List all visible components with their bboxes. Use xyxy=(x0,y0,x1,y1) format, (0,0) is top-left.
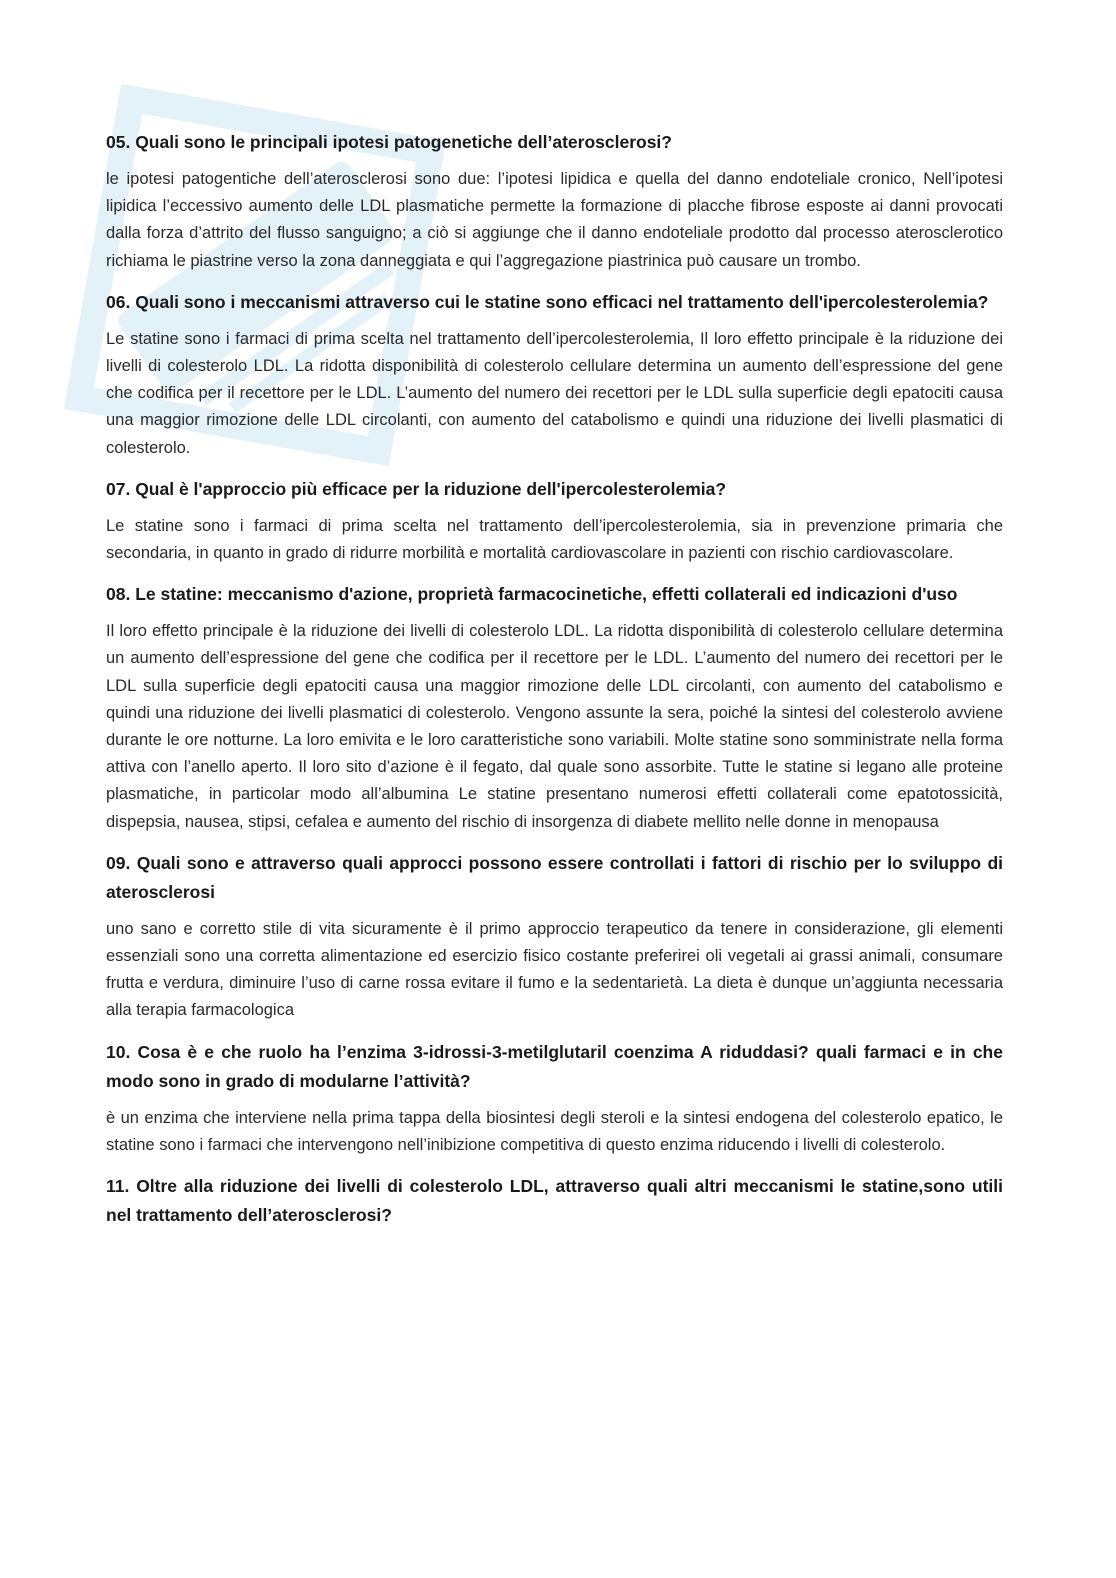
answer-07: Le statine sono i farmaci di prima scelta nel trattamento dell’ipercolesterolemia, sia in prevenzione primaria che secondaria, in quanto in grado di ridurre morbilità e mortalità cardiovascolare in pazienti con rischio cardiovascolare. xyxy=(106,516,1003,563)
answer-10: è un enzima che interviene nella prima tappa della biosintesi degli steroli e la sintesi endogena del colesterolo epatico, le statine sono i farmaci che intervengono nell’inibizione competitiva di questo enzima riducendo i livelli di colesterolo. xyxy=(106,1108,1003,1154)
qa-content xyxy=(106,128,1003,1239)
answer-06: Le statine sono i farmaci di prima scelta nel trattamento dell’ipercolesterolemia, Il loro effetto principale è la riduzione dei livelli di colesterolo LDL. La ridotta disponibilità di colesterolo cellulare determina un aumento dell’espressione del gene che codifica per il recettore per le LDL. L’aumento del numero dei recettori per le LDL sulla superficie degli epatociti causa una maggior rimozione delle LDL circolanti, con aumento del catabolismo e quindi una riduzione dei livelli plasmatici di colesterolo. xyxy=(106,329,1003,457)
answer-05: le ipotesi patogentiche dell’aterosclerosi sono due: l’ipotesi lipidica e quella del danno endoteliale cronico, Nell’ipotesi lipidica l’eccessivo aumento delle LDL plasmatiche permette la formazione di placche fibrose esposte ai danni provocati dalla forza d’attrito del flusso sanguigno; a ciò si aggiunge che il danno endoteliale prodotto dal processo aterosclerotico richiama le piastrine verso la zona danneggiata e qui l’aggregazione piastrinica può causare un trombo. xyxy=(106,170,1003,270)
question-05: 05. Quali sono le principali ipotesi patogenetiche dell’aterosclerosi? xyxy=(106,132,672,152)
answer-08: Il loro effetto principale è la riduzione dei livelli di colesterolo LDL. La ridotta disponibilità di colesterolo cellulare determina un aumento dell’espressione del gene che codifica per il recettore per le LDL. L’aumento del numero dei recettori per le LDL sulla superficie degli epatociti causa una maggior rimozione delle LDL circolanti, con aumento del catabolismo e quindi una riduzione dei livelli plasmatici di colesterolo. Vengono assunte la sera, poiché la sintesi del colesterolo avviene durante le ore notturne. La loro emivita e le loro caratteristiche sono variabili. Molte statine sono somministrate nella forma attiva con l’anello aperto. Il loro sito d’azione è il fegato, dal quale sono assorbite. Tutte le statine si legano alle proteine plasmatiche, in particolar modo all’albumina Le statine presentano numerosi effetti collaterali come epatotossicità, dispepsia, nausea, stipsi, cefalea e aumento del rischio di insorgenza di diabete mellito nelle donne in menopausa xyxy=(106,622,1003,831)
question-09: 09. Quali sono e attraverso quali approcci possono essere controllati i fattori di rischio per lo sviluppo di aterosclerosi xyxy=(106,852,1003,902)
question-08: 08. Le statine: meccanismo d'azione, proprietà farmacocinetiche, effetti collaterali ed indicazioni d'uso xyxy=(106,584,958,605)
answer-09: uno sano e corretto stile di vita sicuramente è il primo approccio terapeutico da tenere in considerazione, gli elementi essenziali sono una corretta alimentazione ed esercizio fisico costante preferirei oli vegetali ai grassi animali, consumare frutta e verdura, diminuire l’uso di carne rossa evitare il fumo e la sedentarietà. La dieta è dunque un’aggiunta necessaria alla terapia farmacologica xyxy=(106,919,1003,1020)
question-10: 10. Cosa è e che ruolo ha l’enzima 3-idrossi-3-metilglutaril coenzima A riduddasi? quali farmaci e in che modo sono in grado di modularne l’attività? xyxy=(106,1041,1003,1091)
question-06: 06. Quali sono i meccanismi attraverso cui le statine sono efficaci nel trattamento dell'ipercolesterolemia? xyxy=(106,291,989,312)
question-07: 07. Qual è l'approccio più efficace per la riduzione dell'ipercolesterolemia? xyxy=(106,478,727,499)
question-11: 11. Oltre alla riduzione dei livelli di colesterolo LDL, attraverso quali altri meccanismi le statine,sono utili nel trattamento dell’aterosclerosi? xyxy=(106,1176,1003,1226)
